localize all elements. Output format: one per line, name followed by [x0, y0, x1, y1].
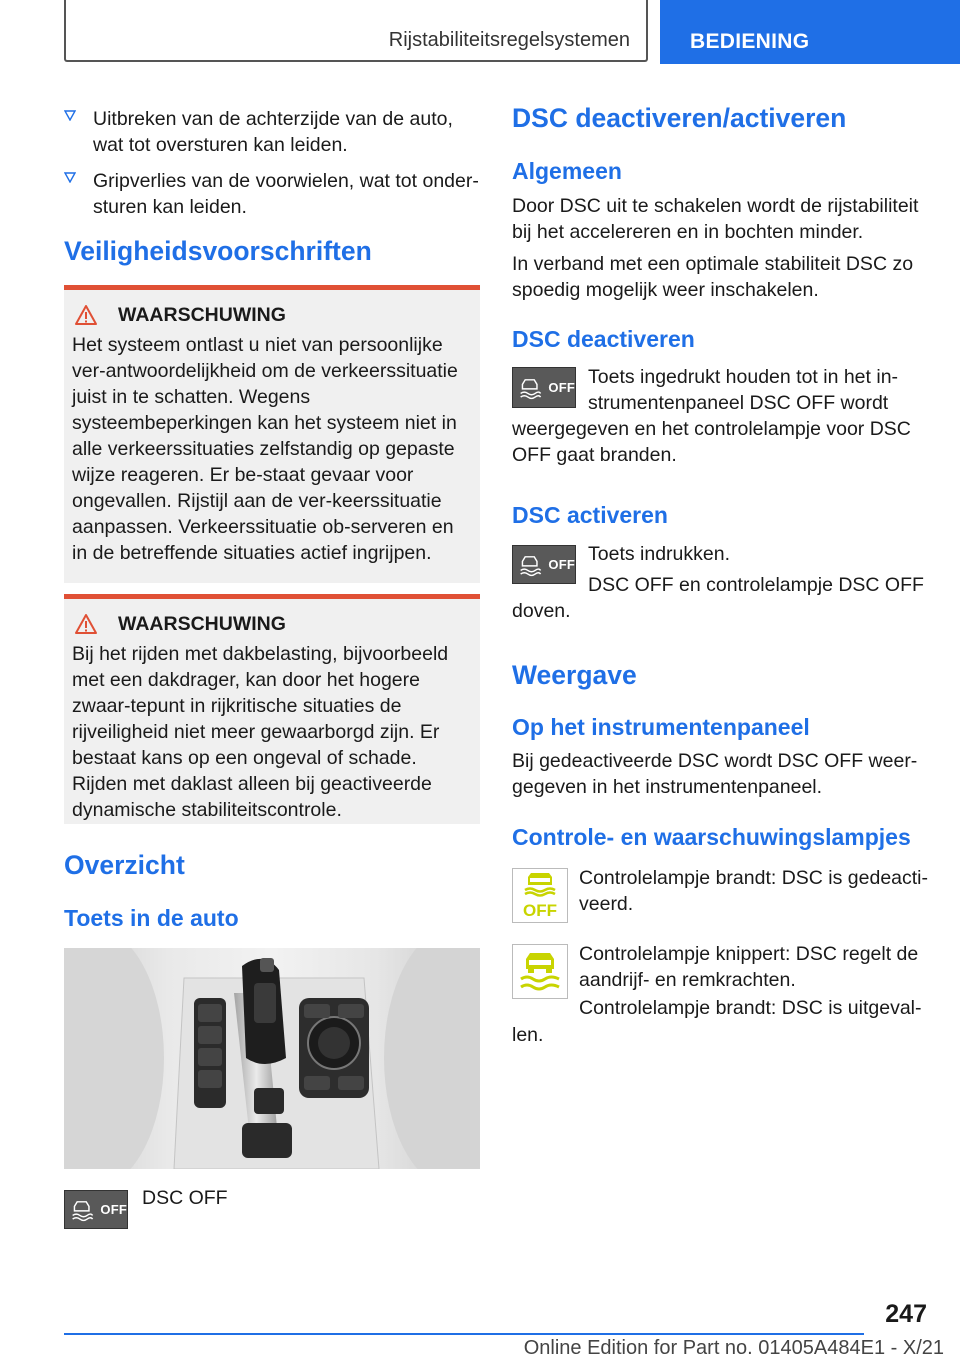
bullet-list: [64, 106, 480, 230]
svg-text:OFF: OFF: [523, 901, 557, 920]
lamp2-text-2a: Controlelampje brandt: DSC is uitgeval-: [579, 997, 922, 1019]
warning-text: Bij het rijden met dakbelasting, bijvoorbeeld met een dakdrager, kan door het hogere zwaar-tepunt in rijkritische situaties de rijveiligheid niet meer gewaarborgd zijn. Er bestaat kans op een ongeval of schade. Rijden met daklast alleen bij geactiveerde dynamische stabiliteitscontrole.: [72, 643, 449, 821]
section-title: Rijstabiliteitsregelsystemen: [388, 29, 630, 51]
lamps-heading: Controle- en waarschuwingslampjes: [512, 824, 911, 850]
deactivate-text-a: Toets ingedrukt houden tot in het in-strumentenpaneel DSC OFF wordt: [588, 366, 899, 414]
bullet-text: Gripverlies van de voorwielen, wat tot onder-sturen kan leiden.: [93, 170, 479, 218]
dsc-off-button-icon: OFF: [512, 545, 576, 584]
warning-triangle-icon: [74, 613, 98, 635]
warning-triangle-icon: [74, 304, 98, 326]
bullet-text: Uitbreken van de achterzijde van de auto, wat tot oversturen kan leiden.: [93, 108, 453, 156]
dsc-lamp-icon: [512, 944, 568, 999]
list-item: [64, 106, 480, 158]
deactivate-text-b: weergegeven en het controlelampje voor DSC OFF gaat branden.: [512, 418, 911, 466]
header-chapter-tab: [660, 0, 960, 64]
header-section-tab: [64, 0, 648, 62]
main-heading: DSC deactiveren/activeren: [512, 103, 847, 133]
lamp2-text-1: Controlelampje knippert: DSC regelt de aandrijf- en remkrachten.: [579, 943, 919, 991]
panel-heading: Op het instrumentenpaneel: [512, 714, 810, 740]
warning-title: WAARSCHUWING: [72, 609, 472, 639]
dsc-off-lamp-icon: [512, 868, 568, 923]
dsc-off-button-icon: OFF: [64, 1190, 128, 1229]
skid-car-icon: [517, 374, 542, 402]
warning-title: WAARSCHUWING: [72, 300, 472, 330]
page-number: 247: [885, 1300, 927, 1328]
footer-divider: [64, 1333, 864, 1335]
button-caption: DSC OFF: [142, 1187, 228, 1209]
general-paragraph-1: Door DSC uit te schakelen wordt de rijstabiliteit bij het accelereren en in bochten minder.: [512, 195, 919, 243]
panel-text: Bij gedeactiveerde DSC wordt DSC OFF weer-gegeven in het instrumentenpaneel.: [512, 750, 918, 798]
skid-car-icon: [69, 1196, 94, 1224]
display-heading: Weergave: [512, 660, 637, 690]
lamp2-text-2b: len.: [512, 1024, 544, 1046]
chapter-title: BEDIENING: [690, 30, 810, 53]
dsc-off-button-icon: OFF: [512, 367, 576, 408]
activate-heading: DSC activeren: [512, 502, 668, 528]
activate-text-1: Toets indrukken.: [588, 543, 730, 565]
button-heading: Toets in de auto: [64, 905, 239, 931]
warning-text: Het systeem ontlast u niet van persoonlijke ver-antwoordelijkheid om de verkeerssituatie juist in te schatten. Wegens systeembeperkingen kan het systeem niet in alle verkeerssituaties zelfstandig op gepaste wijze reageren. Er be-staat gevaar voor ongevallen. Rijstijl aan de ver-keerssituatie aanpassen. Verkeerssituatie ob-serveren en in de betreffende situaties actief ingrijpen.: [72, 334, 458, 564]
safety-heading: Veiligheidsvoorschriften: [64, 236, 372, 266]
activate-text-2b: doven.: [512, 600, 571, 622]
triangle-bullet-icon: [64, 171, 76, 183]
general-paragraph-2: In verband met een optimale stabiliteit DSC zo spoedig mogelijk weer inschakelen.: [512, 253, 914, 301]
lamp1-text: Controlelampje brandt: DSC is gedeacti-veerd.: [579, 867, 929, 915]
overview-heading: Overzicht: [64, 850, 185, 880]
list-item: [64, 168, 480, 220]
footer-edition: Online Edition for Part no. 01405A484E1 - X/21: [523, 1337, 944, 1359]
deactivate-heading: DSC deactiveren: [512, 326, 695, 352]
general-heading: Algemeen: [512, 158, 622, 184]
console-photo: [64, 948, 480, 1169]
activate-text-2a: DSC OFF en controlelampje DSC OFF: [588, 574, 924, 596]
triangle-bullet-icon: [64, 109, 76, 121]
warning-box-2: [64, 594, 480, 824]
warning-box-1: [64, 285, 480, 583]
skid-car-icon: [517, 551, 542, 579]
gear-console-image: [64, 948, 480, 1169]
